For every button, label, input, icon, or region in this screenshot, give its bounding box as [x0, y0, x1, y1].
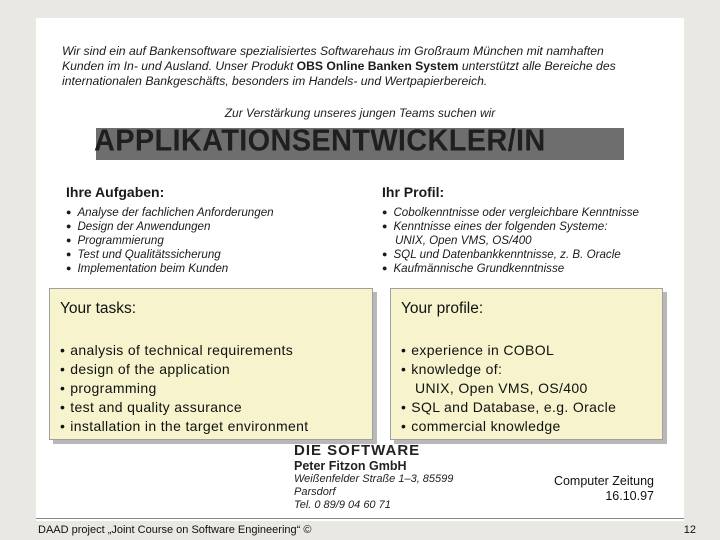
footer-divider	[36, 518, 684, 519]
list-item: • commercial knowledge	[401, 417, 616, 436]
list-item: • SQL and Database, e.g. Oracle	[401, 398, 616, 417]
list-item: • test and quality assurance	[60, 398, 308, 417]
list-item: • analysis of technical requirements	[60, 341, 308, 360]
page-number: 12	[683, 524, 696, 536]
list-item: UNIX, Open VMS, OS/400	[395, 234, 532, 247]
ad-tasks-heading: Ihre Aufgaben:	[66, 184, 165, 200]
list-item: • experience in COBOL	[401, 341, 616, 360]
ad-profile-heading: Ihr Profil:	[382, 184, 445, 200]
ad-job-title-bar	[94, 124, 624, 160]
ad-tasks-list	[66, 206, 274, 276]
your-tasks-box	[49, 288, 373, 440]
your-profile-list	[401, 341, 616, 436]
list-item: UNIX, Open VMS, OS/400	[415, 380, 588, 396]
ad-brand: DIE SOFTWARE	[294, 442, 421, 459]
ad-intro-line: unterstützt alle Bereiche des	[458, 59, 616, 73]
list-item: ● Design der Anwendungen	[66, 220, 274, 234]
ad-intro-line: Kunden im In- und Ausland. Unser Produkt	[62, 59, 297, 73]
your-profile-heading: Your profile:	[401, 300, 484, 317]
your-tasks-list	[60, 341, 308, 436]
list-item: ● Implementation beim Kunden	[66, 262, 274, 276]
list-item: ● Programmierung	[66, 234, 274, 248]
ad-intro-text	[62, 44, 662, 89]
list-item: ● Test und Qualitätssicherung	[66, 248, 274, 262]
list-item: ● Analyse der fachlichen Anforderungen	[66, 206, 274, 220]
footer-project-label: DAAD project „Joint Course on Software Engineering“ ©	[38, 524, 312, 536]
scanned-job-ad	[36, 18, 684, 521]
ad-profile-column	[382, 184, 639, 276]
source-date: 16.10.97	[605, 489, 654, 503]
list-item: ● Kenntnisse eines der folgenden Systeme:	[382, 220, 639, 234]
list-item: • installation in the target environment	[60, 417, 308, 436]
list-item: • programming	[60, 379, 308, 398]
ad-intro-line: Wir sind ein auf Bankensoftware spezialisiertes Softwarehaus im Großraum München mit namhaften	[62, 44, 604, 58]
list-item: • knowledge of:	[401, 360, 616, 379]
ad-subtitle: Zur Verstärkung unseres jungen Teams suchen wir	[224, 106, 496, 120]
ad-intro-line: internationalen Bankgeschäfts, besonders im Handels- und Wertpapierbereich.	[62, 74, 488, 88]
ad-phone: Tel. 0 89/9 04 60 71	[294, 499, 391, 511]
list-item: • design of the application	[60, 360, 308, 379]
source-publication: Computer Zeitung	[553, 474, 654, 488]
ad-company-name: Peter Fitzon GmbH	[294, 459, 407, 473]
your-tasks-heading: Your tasks:	[60, 300, 137, 317]
list-item: ● Kaufmännische Grundkenntnisse	[382, 262, 639, 276]
ad-tasks-column	[66, 184, 274, 276]
ad-profile-list	[382, 206, 639, 276]
list-item: ● Cobolkenntnisse oder vergleichbare Kenntnisse	[382, 206, 639, 220]
source-citation	[554, 474, 654, 504]
ad-product-name: OBS Online Banken System	[296, 59, 459, 73]
ad-job-title: APPLIKATIONSENTWICKLER/IN	[94, 124, 546, 158]
ad-company-contact	[294, 442, 474, 512]
ad-address: Weißenfelder Straße 1–3, 85599 Parsdorf	[294, 473, 454, 498]
list-item: ● SQL und Datenbankkenntnisse, z. B. Oracle	[382, 248, 639, 262]
your-profile-box	[390, 288, 663, 440]
